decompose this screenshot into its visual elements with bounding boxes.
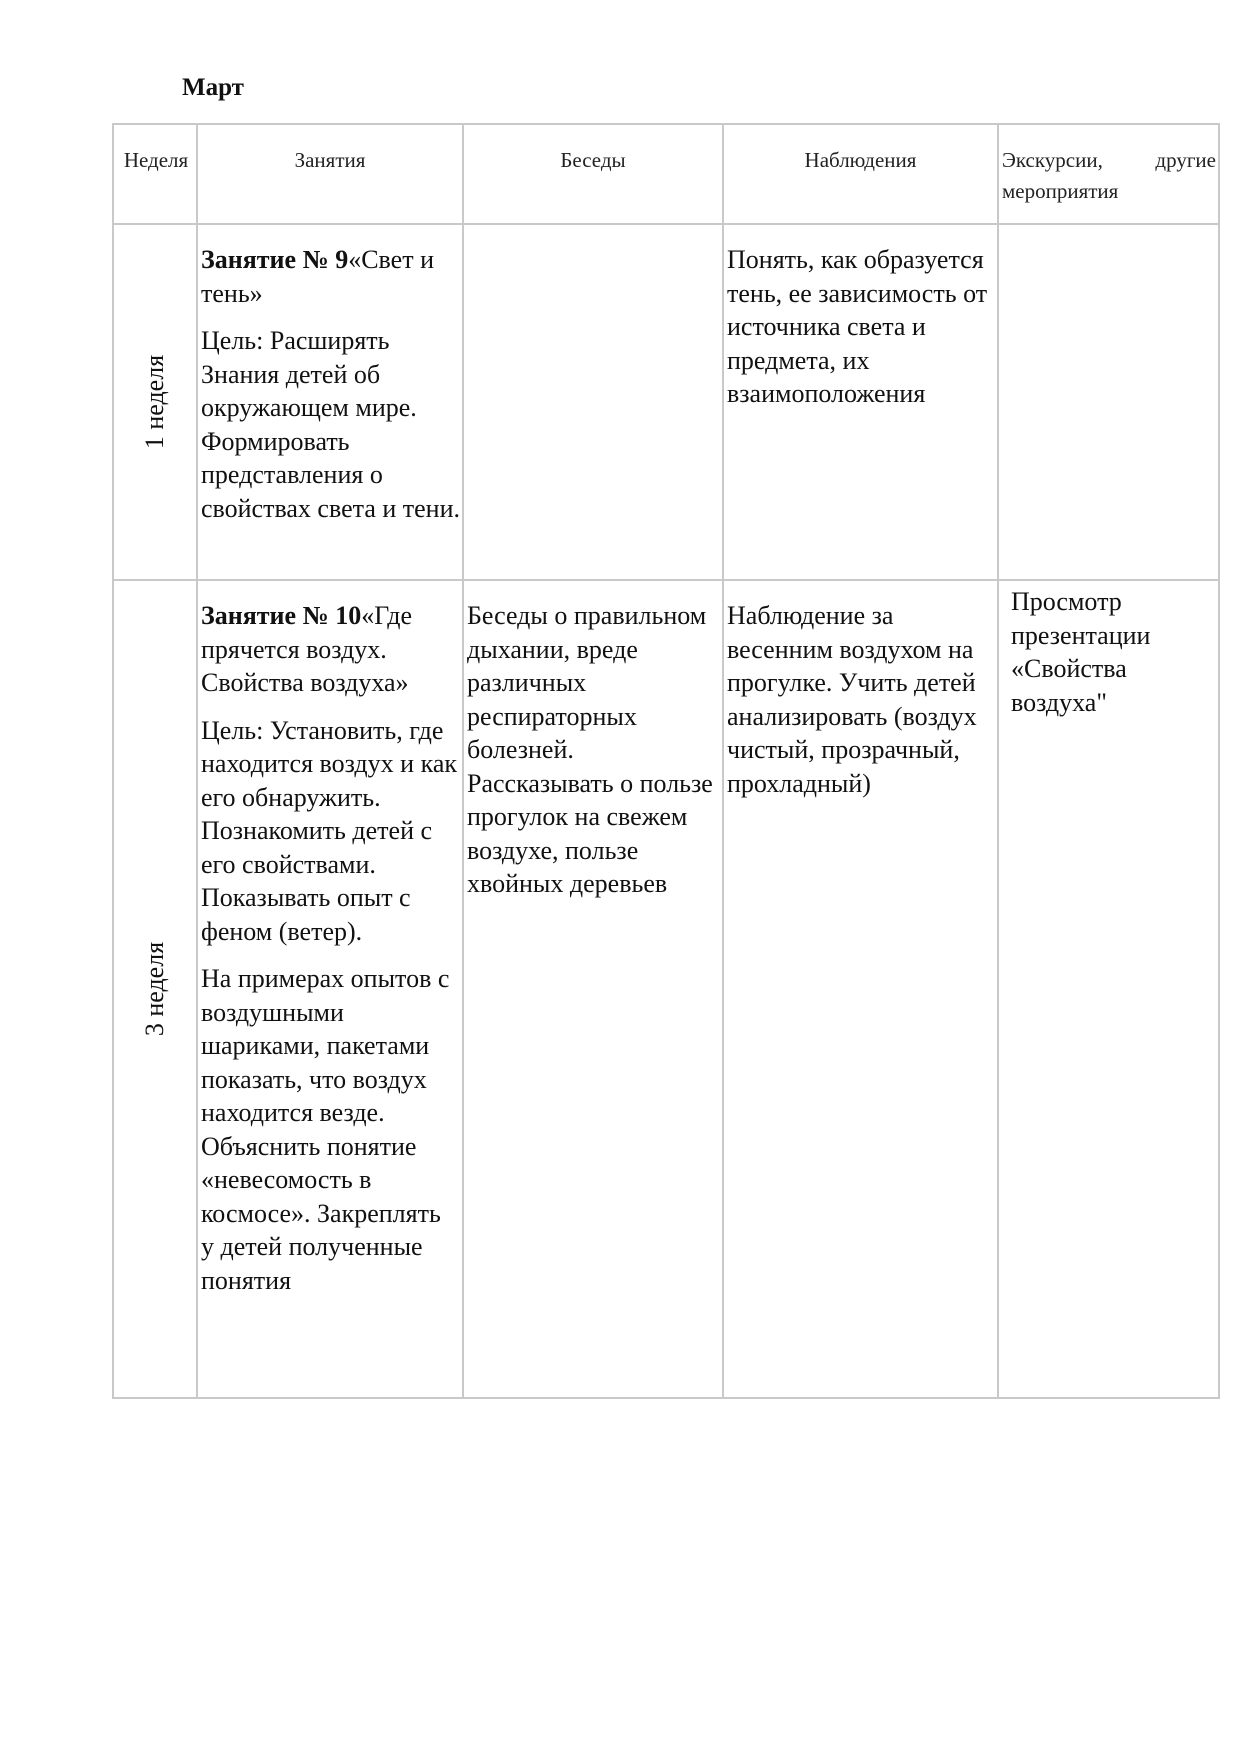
events-text [999, 225, 1218, 243]
events-cell [998, 224, 1219, 580]
talks-text: Беседы о правильном дыхании, вреде различных респираторных болезней. Рассказывать о пользе прогулок на свежем воздухе, пользе хвойных деревьев [467, 601, 713, 898]
week-label: 1 неделя [140, 354, 169, 450]
talks-cell [463, 224, 723, 580]
events-cell [998, 580, 1219, 1398]
header-observations: Наблюдения [723, 124, 998, 224]
lesson-topic: «Где прячется воздух. Свойства воздуха» [201, 601, 413, 697]
table-row [113, 580, 1219, 1398]
header-lessons: Занятия [197, 124, 463, 224]
week-cell [113, 224, 197, 580]
lesson-title [201, 243, 460, 310]
lesson-title [201, 599, 460, 700]
observations-cell [723, 580, 998, 1398]
header-talks: Беседы [463, 124, 723, 224]
lesson-number: Занятие № 10 [201, 601, 362, 630]
observations-cell [723, 224, 998, 580]
observations-text: Понять, как образуется тень, ее зависимость от источника света и предмета, их взаимоположения [727, 245, 988, 408]
talks-text [464, 225, 722, 243]
lesson-cell [197, 224, 463, 580]
plan-table [112, 123, 1220, 1399]
events-text: Просмотр презентации «Свойства воздуха" [1011, 587, 1151, 717]
lesson-goal: Цель: Расширять Знания детей об окружающем мире. Формировать представления о свойствах света и тени. [201, 326, 460, 523]
lesson-number: Занятие № 9 [201, 245, 349, 274]
lesson-goal: Цель: Установить, где находится воздух и как его обнаружить. Познакомить детей с его свойствами. Показывать опыт с феном (ветер). [201, 715, 457, 946]
table-row [113, 224, 1219, 580]
page-title: Март [182, 74, 244, 101]
talks-cell [463, 580, 723, 1398]
lesson-extra: На примерах опытов с воздушными шариками, пакетами показать, что воздух находится везде. Объяснить понятие «невесомость в космосе». Закреплять у детей полученные понятия [201, 964, 450, 1295]
header-week: Неделя [113, 124, 197, 224]
week-label: 3 неделя [140, 941, 169, 1037]
lesson-cell [197, 580, 463, 1398]
observations-text: Наблюдение за весенним воздухом на прогулке. Учить детей анализировать (воздух чистый, прозрачный, прохладный) [727, 601, 977, 798]
header-events: Экскурсии, другие мероприятия [998, 124, 1219, 224]
lesson-topic: «Свет и тень» [201, 245, 434, 308]
table-header-row [113, 124, 1219, 224]
week-cell [113, 580, 197, 1398]
